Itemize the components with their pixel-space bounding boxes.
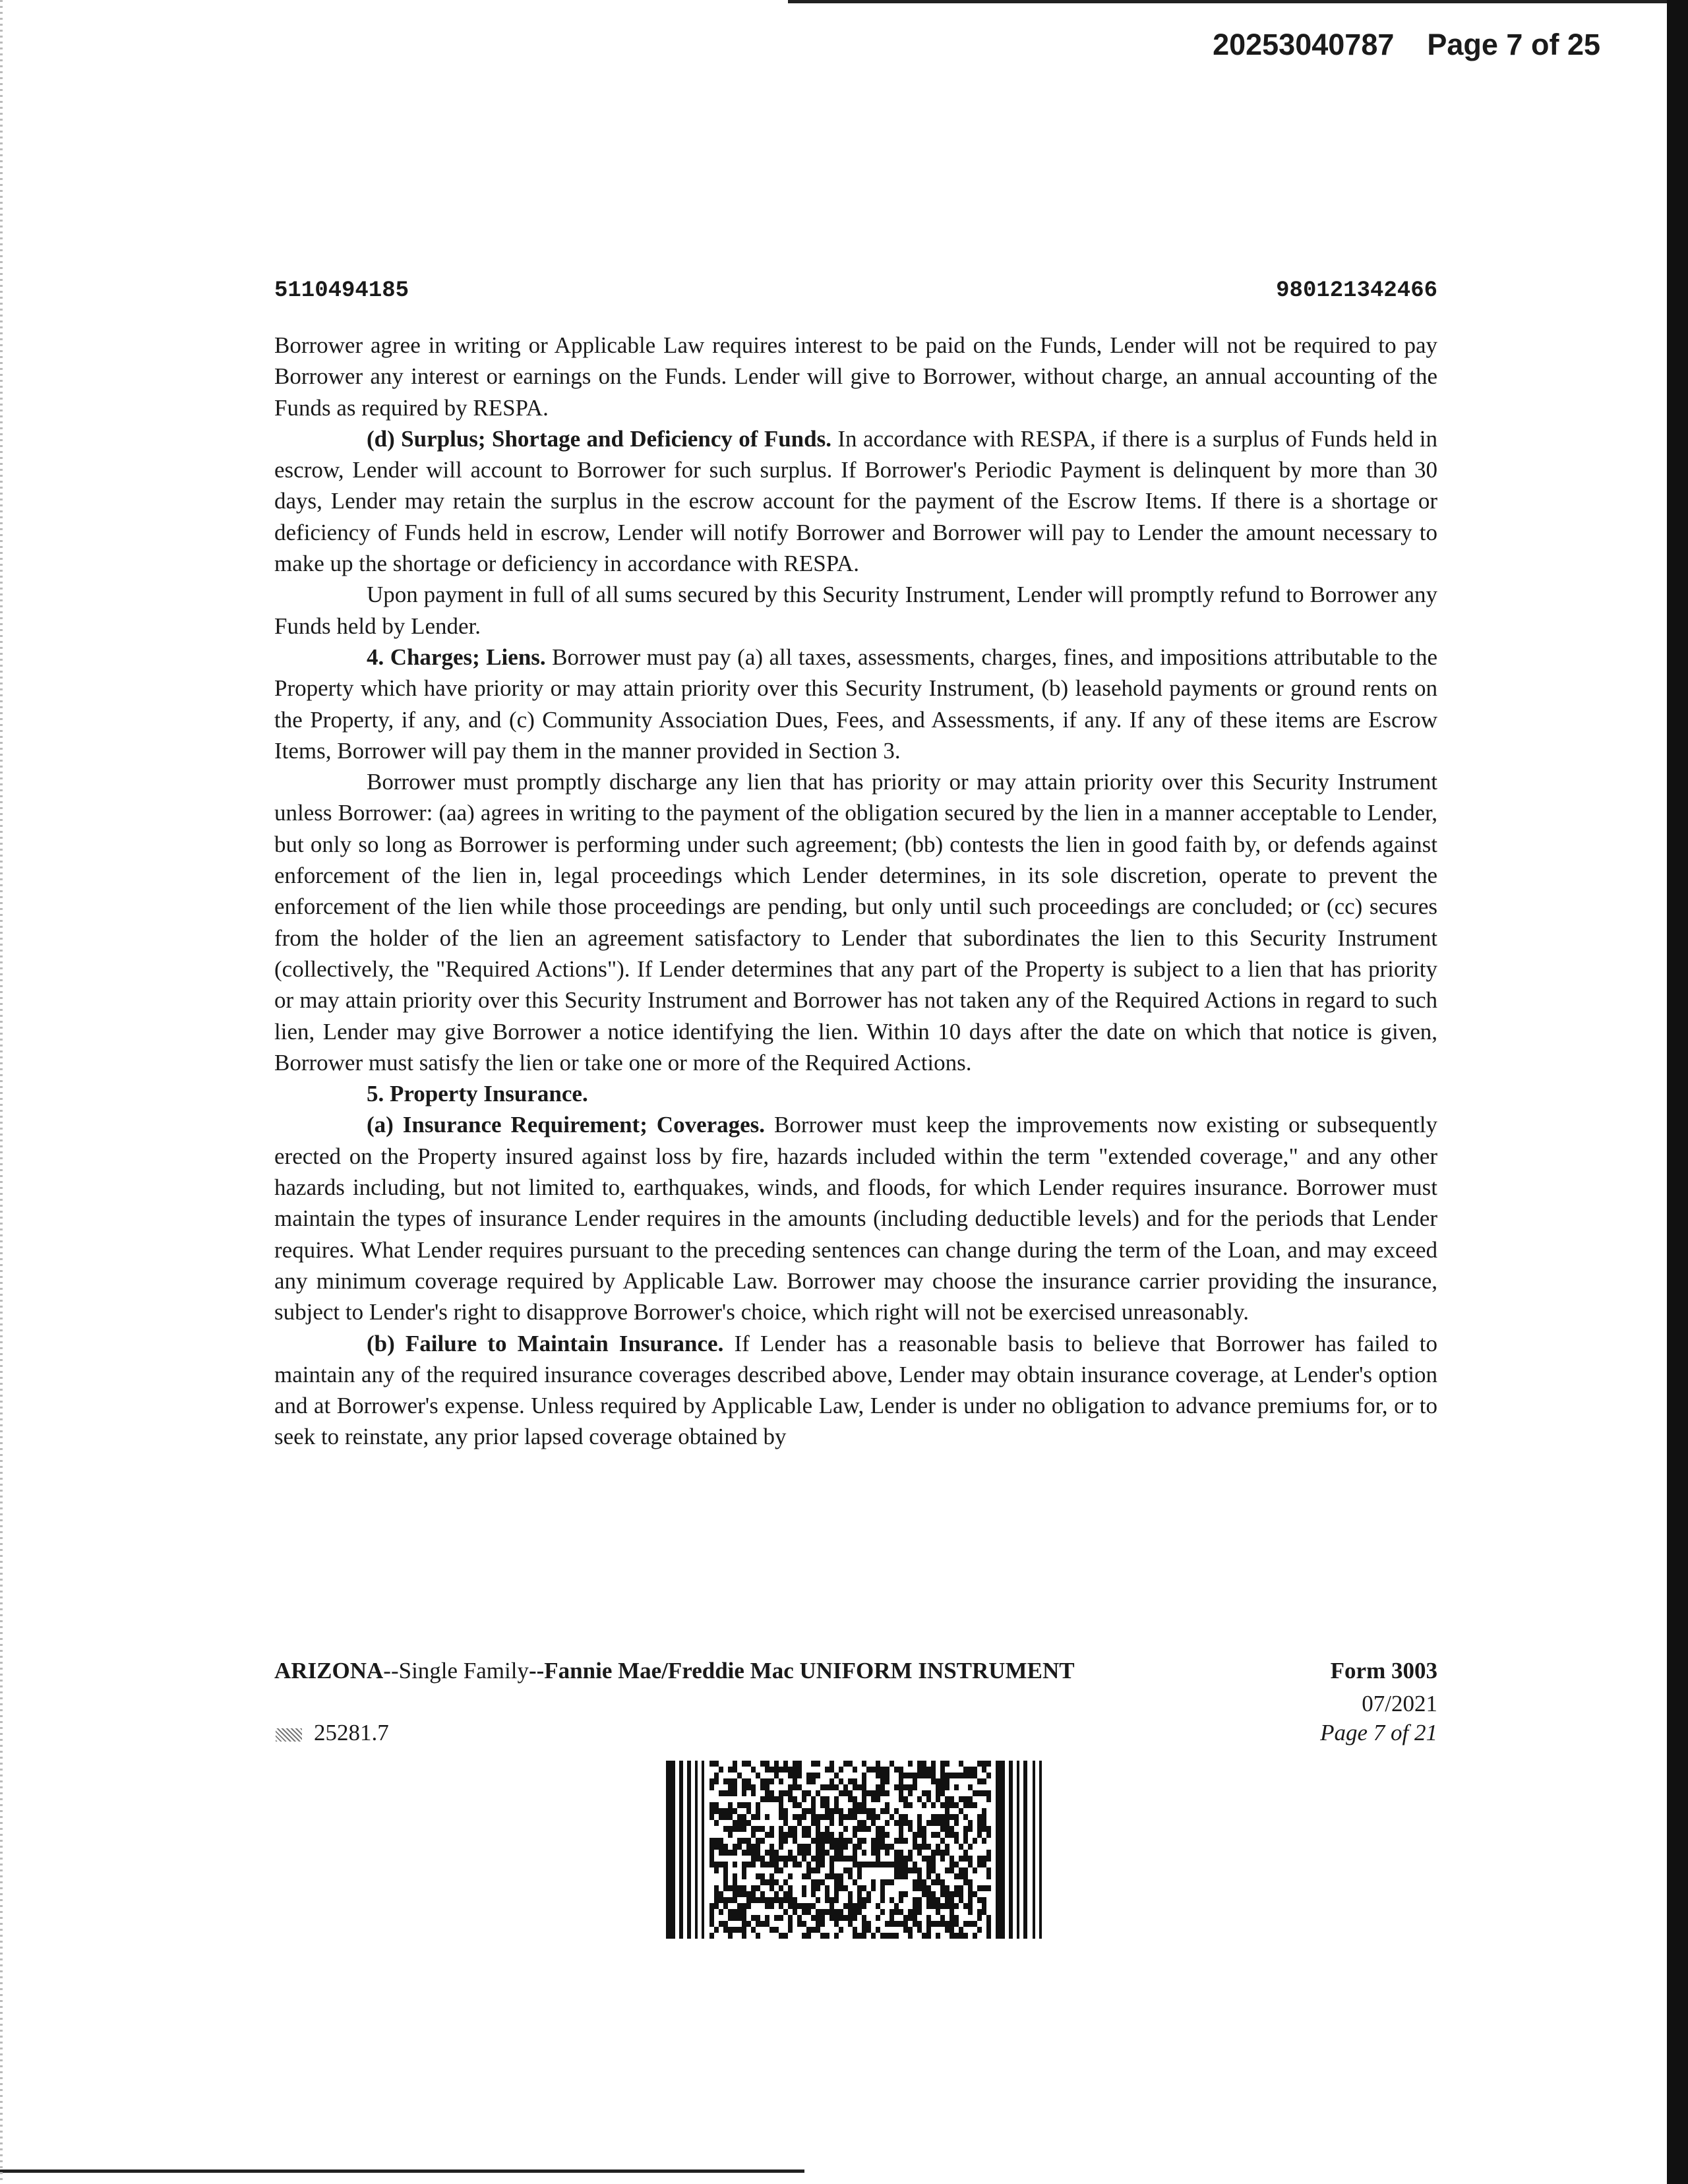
barcode-icon — [666, 1761, 1045, 1939]
vendor-mark-icon — [276, 1728, 302, 1742]
section-heading: 4. Charges; Liens. — [367, 644, 546, 670]
form-title: ARIZONA--Single Family--Fannie Mae/Freddie Mac UNIFORM INSTRUMENT — [274, 1658, 1075, 1684]
section-heading: (a) Insurance Requirement; Coverages. — [367, 1112, 766, 1138]
form-page-number: Page 7 of 21 — [1320, 1720, 1437, 1745]
paragraph — [274, 1078, 1437, 1109]
paragraph: (b) Failure to Maintain Insurance. If Lender has a reasonable basis to believe that Borrower has failed to maintain any of the required insurance coverages described above, Lender may obtain insurance coverage, at Lender's option and at Borrower's expense. Unless required by Applicable Law, Lender is under no obligation to advance premiums for, or to seek to reinstate, any prior lapsed coverage obtained by — [274, 1330, 1437, 1450]
paragraph: Upon payment in full of all sums secured by this Security Instrument, Lender will promptly refund to Borrower any Funds held by Lender. — [274, 582, 1437, 639]
recording-header — [1213, 28, 1600, 62]
scan-edge-left — [0, 0, 3, 2184]
paragraph: 4. Charges; Liens. Borrower must pay (a) all taxes, assessments, charges, fines, and impositions attributable to the Property which have priority or may attain priority over this Security Instrument, (b) leasehold payments or ground rents on the Property, if any, and (c) Community Association Dues, Fees, and Assessments, if any. If any of these items are Escrow Items, Borrower will pay them in the manner provided in Section 3. — [274, 644, 1438, 764]
paragraph: (d) Surplus; Shortage and Deficiency of Funds. In accordance with RESPA, if there is a surplus of Funds held in escrow, Lender will account to Borrower for such surplus. If Borrower's Periodic Payment is delinquent by more than 30 days, Lender may retain the surplus in the escrow account for the payment of the Escrow Items. If there is a shortage or deficiency of Funds held in escrow, Lender will notify Borrower and Borrower will pay to Lender the amount necessary to make up the shortage or deficiency in accordance with RESPA. — [274, 425, 1438, 577]
form-date: 07/2021 — [1362, 1691, 1437, 1716]
loan-number-left: 5110494185 — [274, 278, 409, 303]
paragraph: Borrower must promptly discharge any lien that has priority or may attain priority over this Security Instrument unless Borrower: (aa) agrees in writing to the payment of the obligation secured by the lien in a manner acceptable to Lender, but only so long as Borrower is performing under such agreement; (bb) contests the lien in good faith by, or defends against enforcement of the lien in, legal proceedings which Lender determines, in its sole discretion, operate to prevent the enforcement of the lien while those proceedings are pending, but only until such proceedings are concluded; or (cc) secures from the holder of the lien an agreement satisfactory to Lender that subordinates the lien to this Security Instrument (collectively, the "Required Actions"). If Lender determines that any part of the Property is subject to a lien that has priority or may attain priority over this Security Instrument and Borrower has not taken any of the Required Actions in regard to such lien, Lender may give Borrower a notice identifying the lien. Within 10 days after the date on which that notice is given, Borrower must satisfy the lien or take one or more of the Required Actions. — [274, 769, 1437, 1076]
document-code: 25281.7 — [276, 1720, 389, 1746]
top-border-line — [788, 0, 1688, 3]
scan-edge-right — [1667, 0, 1688, 2184]
section-heading: (b) Failure to Maintain Insurance. — [367, 1330, 724, 1356]
document-body — [274, 330, 1437, 1453]
paragraph: Borrower agree in writing or Applicable Law requires interest to be paid on the Funds, Lender will not be required to pay Borrower any interest or earnings on the Funds. Lender will give to Borrower, without charge, an annual accounting of the Funds as required by RESPA. — [274, 332, 1437, 421]
loan-number-right: 980121342466 — [1276, 278, 1437, 303]
section-heading: (d) Surplus; Shortage and Deficiency of Funds. — [367, 425, 831, 452]
recording-number: 20253040787 — [1213, 28, 1395, 61]
recording-page: Page 7 of 25 — [1427, 28, 1600, 61]
bottom-border-line — [0, 2169, 804, 2173]
form-number: Form 3003 — [1330, 1658, 1437, 1684]
section-heading: 5. Property Insurance. — [367, 1081, 588, 1107]
paragraph: (a) Insurance Requirement; Coverages. Borrower must keep the improvements now existing or subsequently erected on the Property insured against loss by fire, hazards included within the term "extended coverage," and any other hazards including, but not limited to, earthquakes, winds, and floods, for which Lender requires insurance. Borrower must maintain the types of insurance Lender requires in the amounts (including deductible levels) and for the periods that Lender requires. What Lender requires pursuant to the preceding sentences can change during the term of the Loan, and may exceed any minimum coverage required by Applicable Law. Borrower may choose the insurance carrier providing the insurance, subject to Lender's right to disapprove Borrower's choice, which right will not be exercised unreasonably. — [274, 1112, 1437, 1325]
